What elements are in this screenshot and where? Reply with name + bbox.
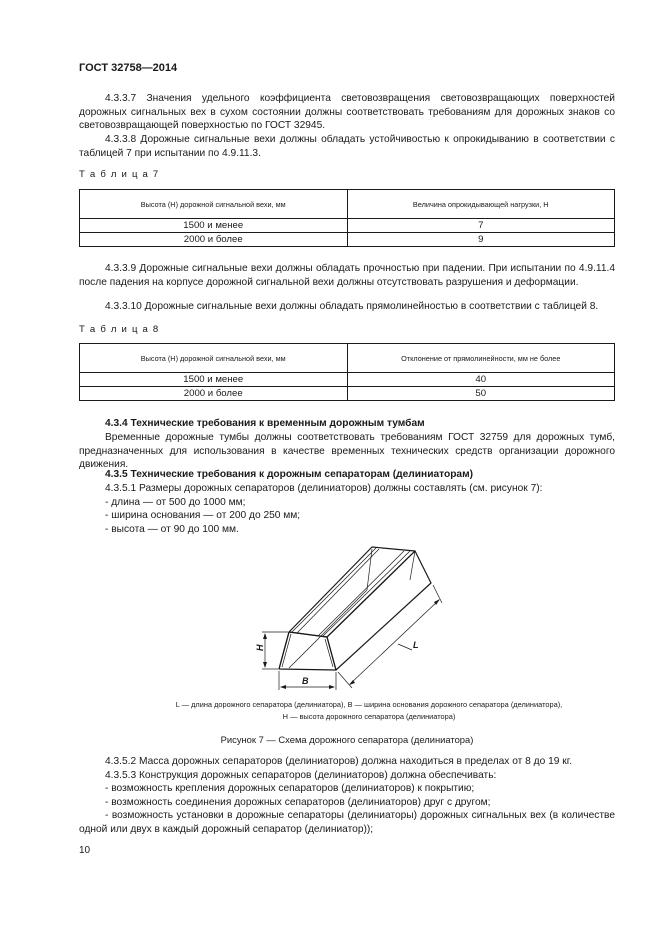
dimension-arrow <box>263 662 267 668</box>
table-8-cell: 2000 и более <box>80 387 348 401</box>
page-number: 10 <box>79 845 91 856</box>
figure-legend-line-1: L — длина дорожного сепаратора (делиниатора), B — ширина основания дорожного сепаратора (делиниатора), <box>175 700 563 709</box>
paragraph-4-3-5-3: 4.3.5.3 Конструкция дорожных сепараторов (делиниаторов) должна обеспечивать: <box>105 770 497 781</box>
dimension-arrow <box>263 633 267 639</box>
table-7-caption: Т а б л и ц а 7 <box>79 169 160 180</box>
dimension-width: - ширина основания — от 200 до 250 мм; <box>105 510 301 521</box>
table-7 <box>79 189 615 247</box>
paragraph-4-3-5-1: 4.3.5.1 Размеры дорожных сепараторов (делиниаторов) должны составлять (см. рисунок 7): <box>105 483 543 494</box>
table-8-cell: 1500 и менее <box>80 373 348 387</box>
dimension-length: - длина — от 500 до 1000 мм; <box>105 497 246 508</box>
heading-4-3-5: 4.3.5 Технические требования к дорожным сепараторам (делиниаторам) <box>105 469 474 480</box>
dimension-arrow <box>280 685 286 689</box>
table-7-header-load: Величина опрокидывающей нагрузки, Н <box>347 190 615 219</box>
label-l: L <box>413 640 419 650</box>
separator-top-face <box>289 547 415 637</box>
requirement-item: - возможность установки в дорожные сепараторы (делиниаторы) дорожных сигнальных вех (в количестве одной или двух в каждый дорожный сепаратор (делиниатор)); <box>79 810 615 835</box>
table-7-cell: 2000 и более <box>80 233 348 247</box>
paragraph-4-3-3-7: 4.3.3.7 Значения удельного коэффициента световозвращения световозвращающих поверхностей дорожных сигнальных вех в сухом состоянии должны соответствовать требованиям для дорожных знаков со световозвращающей поверхностью по ГОСТ 32945. <box>79 93 615 132</box>
table-8 <box>79 343 615 401</box>
edge-line <box>279 632 289 669</box>
chamfer-line <box>323 551 410 636</box>
table-7-cell: 7 <box>347 219 615 233</box>
chamfer-line <box>292 548 376 632</box>
separator-diagram <box>240 540 450 695</box>
length-dimension-line <box>350 600 439 684</box>
dimension-height: - высота — от 90 до 100 мм. <box>105 524 239 535</box>
label-b: B <box>302 676 309 686</box>
length-extension-line <box>338 672 352 688</box>
table-8-cell: 40 <box>347 373 615 387</box>
table-7-cell: 1500 и менее <box>80 219 348 233</box>
figure-caption: Рисунок 7 — Схема дорожного сепаратора (делиниатора) <box>220 734 474 745</box>
chamfer-line <box>282 634 291 667</box>
table-8-cell: 50 <box>347 387 615 401</box>
paragraph-4-3-3-8: 4.3.3.8 Дорожные сигнальные вехи должны обладать устойчивостью к опрокидыванию в соответствии с таблицей 7 при испытании по 4.9.11.3. <box>79 134 615 159</box>
table-7-cell: 9 <box>347 233 615 247</box>
paragraph-4-3-4: Временные дорожные тумбы должны соответствовать требованиям ГОСТ 32759 для дорожных тумб, предназначенных для использования в качестве временных технических средств организации дорожного движения. <box>79 432 615 471</box>
heading-4-3-4: 4.3.4 Технические требования к временным дорожным тумбам <box>105 418 425 429</box>
chamfer-line <box>297 549 379 633</box>
dimension-arrow <box>329 685 335 689</box>
label-h: H <box>255 644 265 651</box>
table-8-caption: Т а б л и ц а 8 <box>79 324 160 335</box>
paragraph-4-3-3-10: 4.3.3.10 Дорожные сигнальные вехи должны обладать прямолинейностью в соответствии с таблицей 8. <box>105 301 599 312</box>
dimension-arrow <box>349 680 355 685</box>
table-8-header-height: Высота (Н) дорожной сигнальной вехи, мм <box>80 344 348 373</box>
requirement-item: - возможность соединения дорожных сепараторов (делиниаторов) друг с другом; <box>105 797 491 808</box>
requirement-item: - возможность крепления дорожных сепараторов (делиниаторов) к покрытию; <box>105 783 475 794</box>
table-7-header-height: Высота (Н) дорожной сигнальной вехи, мм <box>80 190 348 219</box>
paragraph-4-3-3-9: 4.3.3.9 Дорожные сигнальные вехи должны обладать прочностью при падении. При испытании по 4.9.11.4 после падения на корпусе дорожной сигнальной вехи должны отсутствовать разрушения и деформации. <box>79 263 615 288</box>
table-8-header-deviation: Отклонение от прямолинейности, мм не более <box>347 344 615 373</box>
separator-right-side-face <box>327 551 431 670</box>
leader-line <box>398 644 412 650</box>
document-header: ГОСТ 32758—2014 <box>79 62 178 74</box>
paragraph-4-3-5-2: 4.3.5.2 Масса дорожных сепараторов (делиниаторов) должна находиться в пределах от 8 до 19 кг. <box>105 756 573 767</box>
figure-legend-line-2: H — высота дорожного сепаратора (делиниатора) <box>282 712 456 721</box>
